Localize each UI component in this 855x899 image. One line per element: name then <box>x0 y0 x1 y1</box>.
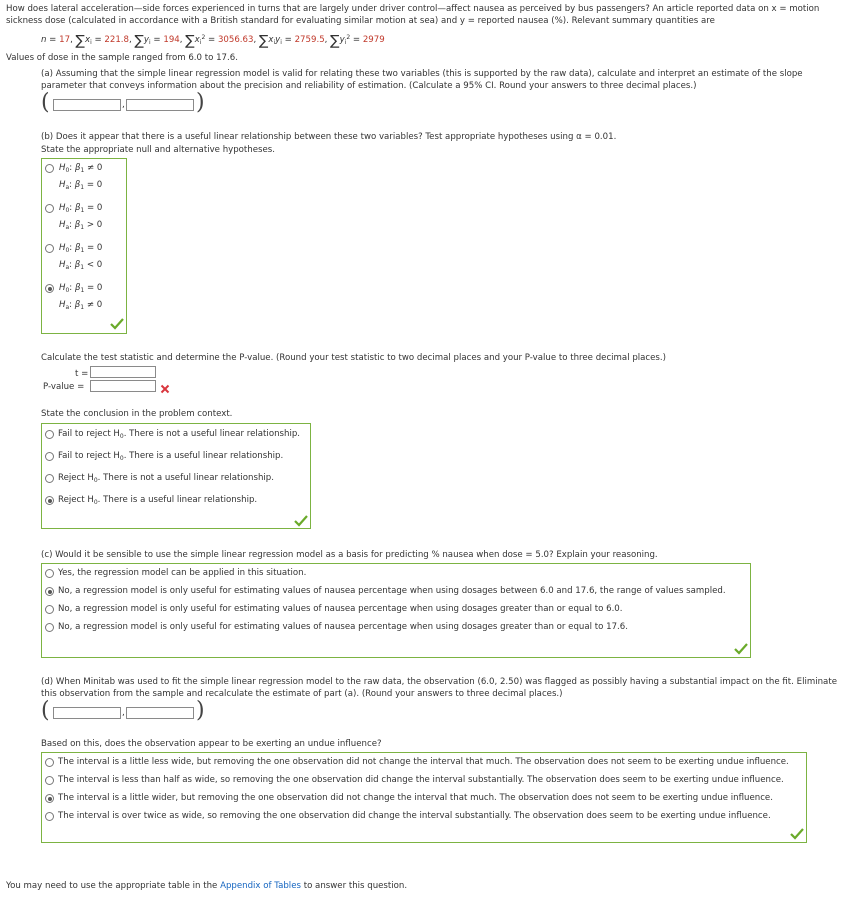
alternative-hypothesis-value: < 0 <box>86 260 103 270</box>
alternative-hypothesis-value: > 0 <box>86 220 103 230</box>
part-a-ci-lower-input[interactable] <box>53 99 121 111</box>
dose-range-text: Values of dose in the sample ranged from 6.0 to 17.6. <box>6 53 238 63</box>
correct-check-icon <box>790 828 804 840</box>
conclusion-post-text: . There is a useful linear relationship. <box>123 451 284 461</box>
part-b-question-line2: State the appropriate null and alternative hypotheses. <box>41 145 276 155</box>
influence-option-label: The interval is a little wider, but removing the one observation did not change the interval that much. The observation does not seem to be exerting undue influence. <box>58 793 773 803</box>
conclusion-answer-box <box>41 423 311 529</box>
alternative-hypothesis: $H_a$: $\beta_1 = 0$ <box>59 180 103 191</box>
stat-sum-y2: 2979 <box>362 35 385 45</box>
ci-comma: , <box>122 708 125 718</box>
conclusion-radio[interactable] <box>45 430 54 439</box>
prediction-radio[interactable] <box>45 587 54 596</box>
null-hypothesis: $H_0$: $\beta_1 = 0$ <box>59 243 103 254</box>
stat-sum-xy: 2759.5 <box>294 35 325 45</box>
prediction-radio[interactable] <box>45 605 54 614</box>
conclusion-post-text: . There is a useful linear relationship. <box>97 495 258 505</box>
null-hypothesis: $H_0$: $\beta_1 \ne 0$ <box>59 163 103 174</box>
hypothesis-radio[interactable] <box>45 244 54 253</box>
null-hypothesis: $H_0$: $\beta_1 = 0$ <box>59 203 103 214</box>
prediction-option-label: No, a regression model is only useful for estimating values of nausea percentage when using dosages greater than or equal to 17.6. <box>58 622 628 632</box>
ci-comma: , <box>122 100 125 110</box>
alternative-hypothesis-value: = 0 <box>86 180 103 190</box>
incorrect-x-icon <box>160 384 170 394</box>
null-hypothesis-value: = 0 <box>87 283 103 293</box>
problem-intro-line2: sickness dose (calculated in accordance with a British standard for evaluating similar motion at sea) and y = reported nausea (%). Relevant summary quantities are <box>6 16 715 26</box>
null-hypothesis: $H_0$: $\beta_1 = 0$ <box>59 283 103 294</box>
conclusion-post-text: . There is not a useful linear relationship. <box>97 473 274 483</box>
conclusion-option-label <box>58 473 274 486</box>
stat-sum-y: 194 <box>163 35 180 45</box>
prediction-option-label: No, a regression model is only useful for estimating values of nausea percentage when using dosages greater than or equal to 6.0. <box>58 604 623 614</box>
influence-prompt: Based on this, does the observation appear to be exerting an undue influence? <box>41 739 382 749</box>
conclusion-pre-text: Fail to reject H <box>58 429 120 439</box>
h-subscript: 0 <box>93 477 98 484</box>
correct-check-icon <box>734 643 748 655</box>
alternative-hypothesis: $H_a$: $\beta_1 < 0$ <box>59 260 103 271</box>
part-b-question-line1: (b) Does it appear that there is a useful linear relationship between these two variables? Test appropriate hypotheses using α = 0.01. <box>41 132 617 142</box>
part-d-question-line2: this observation from the sample and recalculate the estimate of part (a). (Round your answers to three decimal places.) <box>41 689 563 699</box>
p-value-input[interactable] <box>90 380 156 392</box>
conclusion-pre-text: Fail to reject H <box>58 451 120 461</box>
influence-option-label: The interval is a little less wide, but removing the one observation did not change the interval that much. The observation does not seem to be exerting undue influence. <box>58 757 789 767</box>
prediction-answer-box <box>41 563 751 658</box>
hypothesis-radio[interactable] <box>45 164 54 173</box>
test-statistic-prompt: Calculate the test statistic and determine the P-value. (Round your test statistic to two decimal places and your P-value to three decimal places.) <box>41 353 666 363</box>
influence-option-label: The interval is over twice as wide, so removing the one observation did change the interval substantially. The observation does seem to be exerting undue influence. <box>58 811 771 821</box>
stat-sum-x: 221.8 <box>104 35 130 45</box>
conclusion-option-label <box>58 429 300 442</box>
conclusion-pre-text: Reject H <box>58 495 94 505</box>
h-subscript: 0 <box>119 455 124 462</box>
appendix-of-tables-link[interactable]: Appendix of Tables <box>220 881 301 891</box>
influence-radio[interactable] <box>45 794 54 803</box>
footer-text-post: to answer this question. <box>303 881 408 891</box>
null-hypothesis-value: ≠ 0 <box>87 163 103 173</box>
stat-n: 17 <box>59 35 71 45</box>
close-paren: ) <box>196 698 205 723</box>
prediction-radio[interactable] <box>45 623 54 632</box>
conclusion-radio[interactable] <box>45 474 54 483</box>
conclusion-prompt: State the conclusion in the problem context. <box>41 409 233 419</box>
alternative-hypothesis: $H_a$: $\beta_1 > 0$ <box>59 220 103 231</box>
null-hypothesis-value: = 0 <box>87 203 103 213</box>
prediction-option-label: No, a regression model is only useful for estimating values of nausea percentage when using dosages between 6.0 and 17.6, the range of values sampled. <box>58 586 726 596</box>
influence-radio[interactable] <box>45 812 54 821</box>
h-subscript: 0 <box>119 433 124 440</box>
conclusion-pre-text: Reject H <box>58 473 94 483</box>
correct-check-icon <box>110 318 124 330</box>
influence-answer-box <box>41 752 807 843</box>
footer-text-pre: You may need to use the appropriate table in the <box>6 881 218 891</box>
alternative-hypothesis: $H_a$: $\beta_1 \ne 0$ <box>59 300 103 311</box>
p-value-label: P-value = <box>43 382 85 392</box>
part-d-question-line1: (d) When Minitab was used to fit the simple linear regression model to the raw data, the observation (6.0, 2.50) was flagged as possibly having a substantial impact on the fit. Eliminate <box>41 677 837 687</box>
part-a-ci-upper-input[interactable] <box>126 99 194 111</box>
part-d-ci-lower-input[interactable] <box>53 707 121 719</box>
null-hypothesis-value: = 0 <box>87 243 103 253</box>
hypotheses-answer-box <box>41 158 127 334</box>
hypothesis-radio[interactable] <box>45 284 54 293</box>
open-paren: ( <box>41 90 50 115</box>
conclusion-post-text: . There is not a useful linear relationship. <box>123 429 301 439</box>
conclusion-radio[interactable] <box>45 452 54 461</box>
hypothesis-radio[interactable] <box>45 204 54 213</box>
conclusion-option-label <box>58 495 257 508</box>
prediction-option-label: Yes, the regression model can be applied in this situation. <box>58 568 307 578</box>
h-subscript: 0 <box>93 499 98 506</box>
t-label: t = <box>75 369 89 379</box>
problem-intro-line1: How does lateral acceleration—side forces experienced in turns that are largely under driver control—affect nausea as perceived by bus passengers? An article reported data on x = motion <box>6 4 820 14</box>
summary-statistics: n = 17, $\sum x_i = 221.8$, $\sum y_i = 194$, $\sum x_i^2 = 3056.63$, $\sum x_iy_i = 2759.5$, $\sum y_i^2 = 2979$ <box>41 33 385 49</box>
conclusion-radio[interactable] <box>45 496 54 505</box>
part-d-ci-upper-input[interactable] <box>126 707 194 719</box>
prediction-radio[interactable] <box>45 569 54 578</box>
part-a-question-line2: parameter that conveys information about the precision and reliability of estimation. (Calculate a 95% CI. Round your answers to three decimal places.) <box>41 81 697 91</box>
part-c-question: (c) Would it be sensible to use the simple linear regression model as a basis for predicting % nausea when dose = 5.0? Explain your reasoning. <box>41 550 658 560</box>
influence-radio[interactable] <box>45 776 54 785</box>
t-statistic-input[interactable] <box>90 366 156 378</box>
conclusion-option-label <box>58 451 283 464</box>
stat-sum-x2: 3056.63 <box>217 35 254 45</box>
correct-check-icon <box>294 515 308 527</box>
close-paren: ) <box>196 90 205 115</box>
alternative-hypothesis-value: ≠ 0 <box>86 300 103 310</box>
footer-note <box>6 880 407 892</box>
open-paren: ( <box>41 698 50 723</box>
influence-option-label: The interval is less than half as wide, so removing the one observation did change the interval substantially. The observation does seem to be exerting undue influence. <box>58 775 784 785</box>
influence-radio[interactable] <box>45 758 54 767</box>
part-a-question-line1: (a) Assuming that the simple linear regression model is valid for relating these two variables (this is supported by the raw data), calculate and interpret an estimate of the slope <box>41 69 803 79</box>
